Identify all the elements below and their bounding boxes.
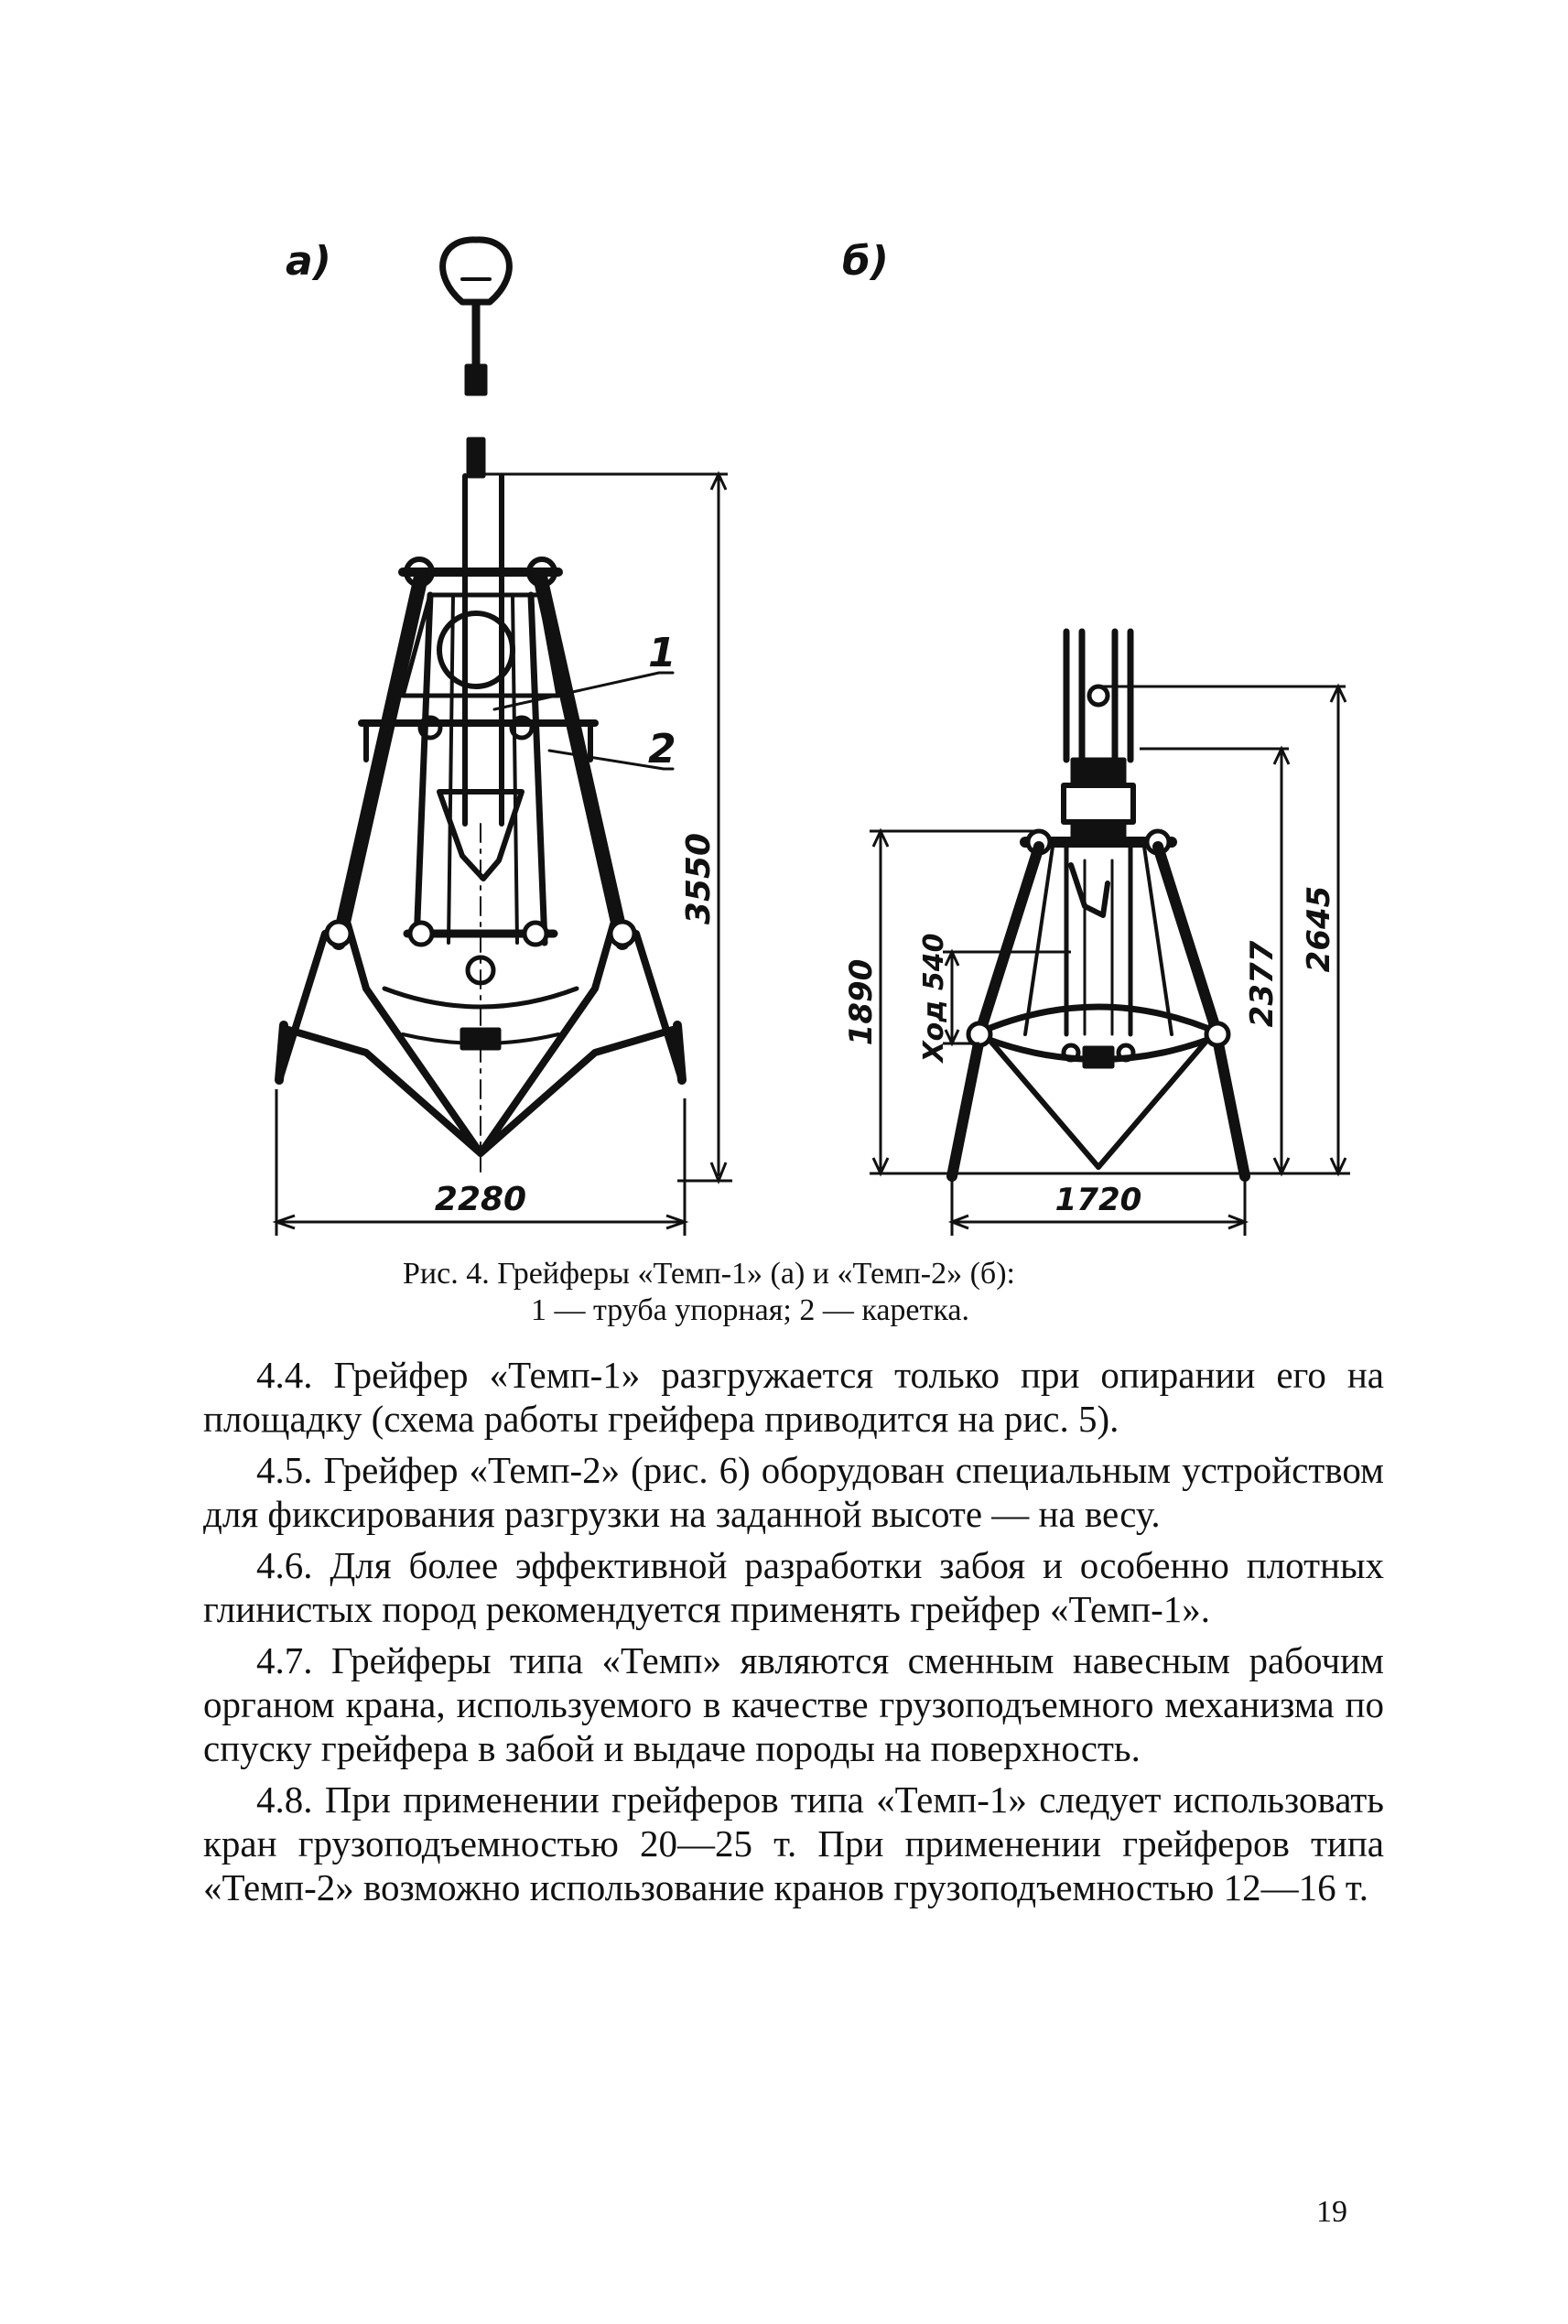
paragraph-4-8: 4.8. При применении грейферов типа «Темп-1» следует использовать кран грузоподъемностью 20—25 т. При применении грейферов типа «Темп-2» возможно использование кранов грузоподъемностью 12—16 т. [203,1778,1384,1908]
callout-2-label: 2 [648,726,676,773]
caption-line-1: Рис. 4. Грейферы «Темп-1» (а) и «Темп-2» (б): [403,1257,1015,1291]
grab-temp1-drawing [279,240,682,1172]
dim-b-height-mid: 2377 [1244,940,1281,1028]
dim-b-height-total: 2645 [1301,885,1337,973]
grab-temp2-drawing [952,632,1245,1176]
dim-b-height-open: 1890 [843,958,880,1046]
body-text [203,1353,1384,1917]
panel-b-label: б) [842,238,889,285]
dim-a-height: 3550 [680,832,718,925]
figure-caption [403,1256,1190,1329]
paragraph-4-4: 4.4. Грейфер «Темп-1» разгружается только при опирании его на площадку (схема работы грейфера приводится на рис. 5). [203,1354,1384,1440]
dim-b-stroke: Ход 540 [918,933,950,1063]
paragraph-4-6: 4.6. Для более эффективной разработки забоя и особенно плотных глинистых пород рекомендуется применять грейфер «Темп-1». [203,1544,1384,1630]
dim-b-width: 1720 [1054,1182,1142,1218]
panel-a-label: а) [286,238,331,285]
page-number: 19 [1316,2195,1347,2229]
dim-a-width: 2280 [434,1181,527,1218]
paragraph-4-5: 4.5. Грейфер «Темп-2» (рис. 6) оборудован специальным устройством для фиксирования разгрузки на заданной высоте — на весу. [203,1449,1384,1535]
paragraph-4-7: 4.7. Грейферы типа «Темп» являются сменным навесным рабочим органом крана, используемого в качестве грузоподъемного механизма по спуску грейфера в забой и выдаче породы на поверхность. [203,1639,1384,1769]
caption-line-2: 1 — труба упорная; 2 — каретка. [531,1293,969,1327]
callout-1-label: 1 [648,630,676,676]
